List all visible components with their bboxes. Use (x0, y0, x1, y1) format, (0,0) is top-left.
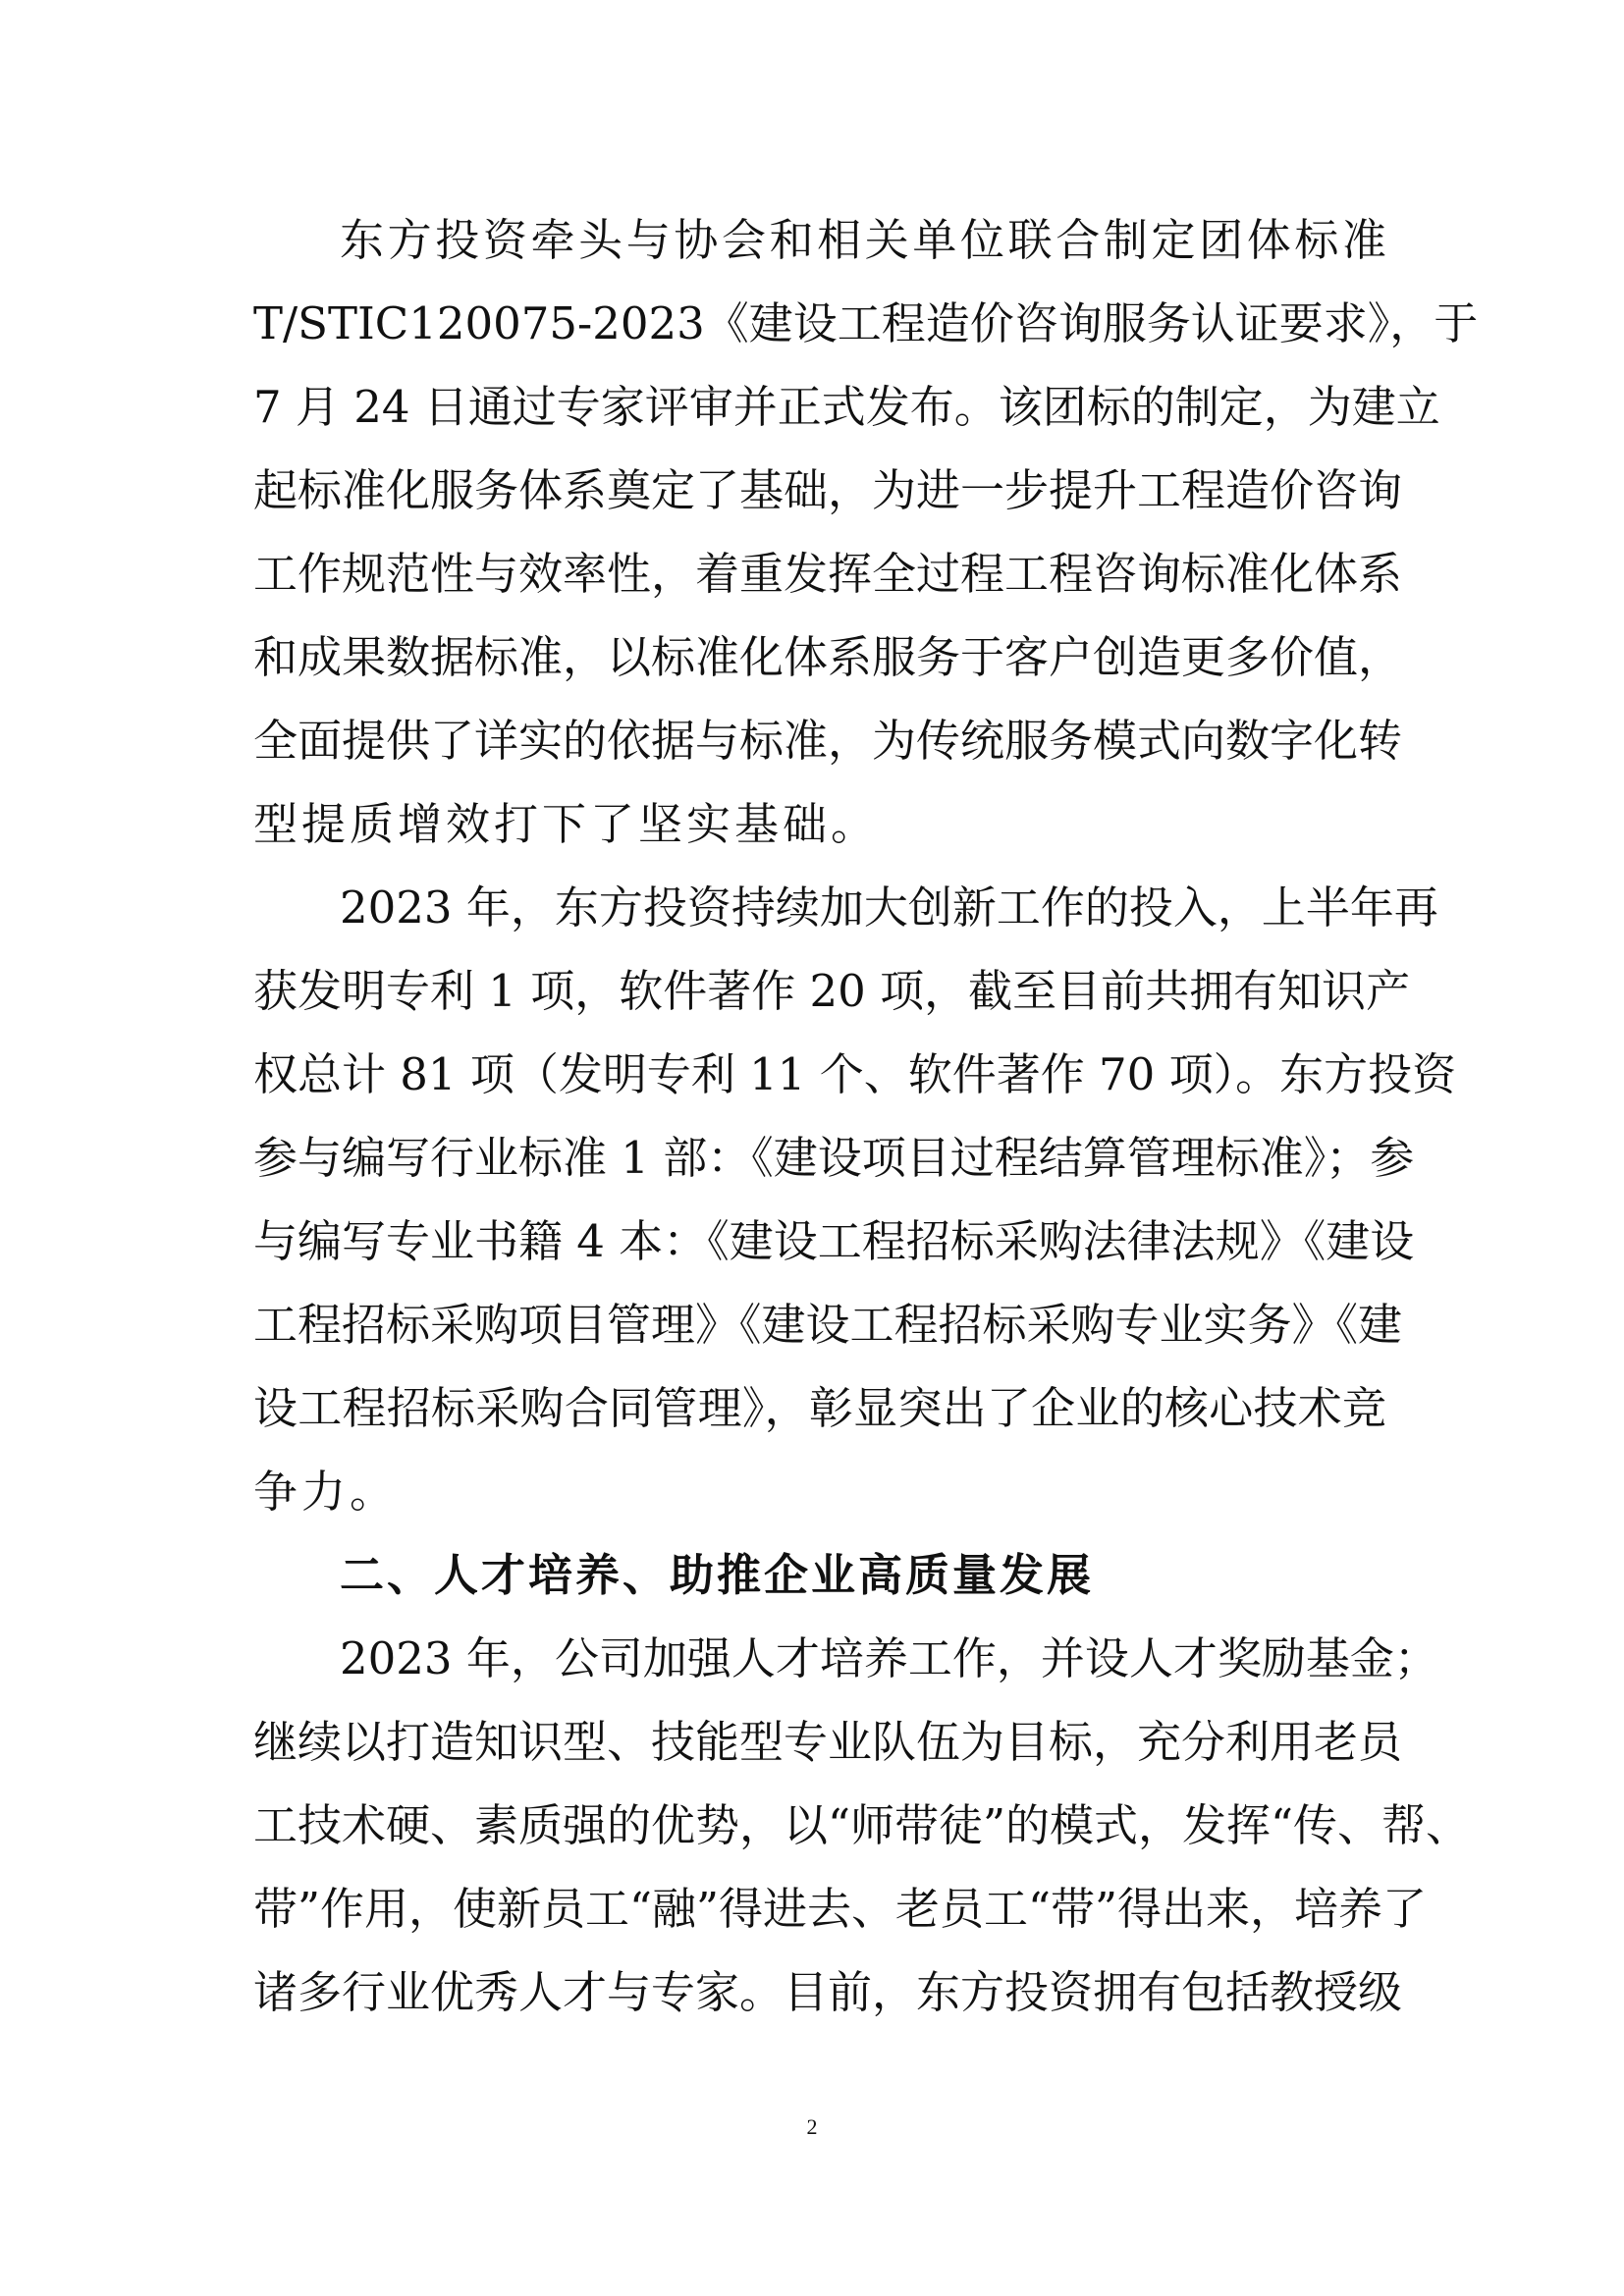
paragraph-1-line-6: 和成果数据标准，以标准化体系服务于客户创造更多价值， (253, 631, 1403, 683)
paragraph-3-line-4: 带”作用，使新员工“融”得进去、老员工“带”得出来，培养了 (253, 1883, 1428, 1935)
paragraph-1-line-8: 型提质增效打下了坚实基础。 (253, 798, 880, 850)
paragraph-3-line-1: 2023 年，公司加强人才培养工作，并设人才奖励基金； (340, 1632, 1438, 1684)
page-number: 2 (806, 2114, 818, 2139)
paragraph-3-line-2: 继续以打造知识型、技能型专业队伍为目标，充分利用老员 (253, 1716, 1403, 1768)
paragraph-1-line-5: 工作规范性与效率性，着重发挥全过程工程咨询标准化体系 (253, 548, 1403, 600)
section-heading: 二、人才培养、助推企业高质量发展 (340, 1549, 1095, 1601)
paragraph-3-line-5: 诸多行业优秀人才与专家。目前，东方投资拥有包括教授级 (253, 1966, 1403, 2018)
paragraph-1-line-7: 全面提供了详实的依据与标准，为传统服务模式向数字化转 (253, 715, 1403, 767)
paragraph-3-line-3: 工技术硬、素质强的优势，以“师带徒”的模式，发挥“传、帮、 (253, 1799, 1471, 1851)
paragraph-1-line-1: 东方投资牵头与协会和相关单位联合制定团体标准 (340, 214, 1386, 266)
paragraph-1-line-2: T/STIC120075-2023《建设工程造价咨询服务认证要求》，于 (253, 297, 1479, 349)
paragraph-2-line-8: 争力。 (253, 1466, 399, 1518)
paragraph-1-line-4: 起标准化服务体系奠定了基础，为进一步提升工程造价咨询 (253, 464, 1403, 516)
paragraph-2-line-1: 2023 年，东方投资持续加大创新工作的投入，上半年再 (340, 881, 1438, 934)
paragraph-2-line-3: 权总计 81 项（发明专利 11 个、软件著作 70 项）。东方投资 (253, 1048, 1457, 1100)
paragraph-1-line-3: 7 月 24 日通过专家评审并正式发布。该团标的制定，为建立 (253, 381, 1440, 433)
paragraph-2-line-5: 与编写专业书籍 4 本：《建设工程招标采购法律法规》《建设 (253, 1215, 1415, 1267)
paragraph-2-line-7: 设工程招标采购合同管理》，彰显突出了企业的核心技术竞 (253, 1382, 1386, 1434)
paragraph-2-line-4: 参与编写行业标准 1 部：《建设项目过程结算管理标准》；参 (253, 1132, 1415, 1184)
paragraph-2-line-6: 工程招标采购项目管理》《建设工程招标采购专业实务》《建 (253, 1299, 1403, 1351)
paragraph-2-line-2: 获发明专利 1 项，软件著作 20 项，截至目前共拥有知识产 (253, 965, 1411, 1017)
